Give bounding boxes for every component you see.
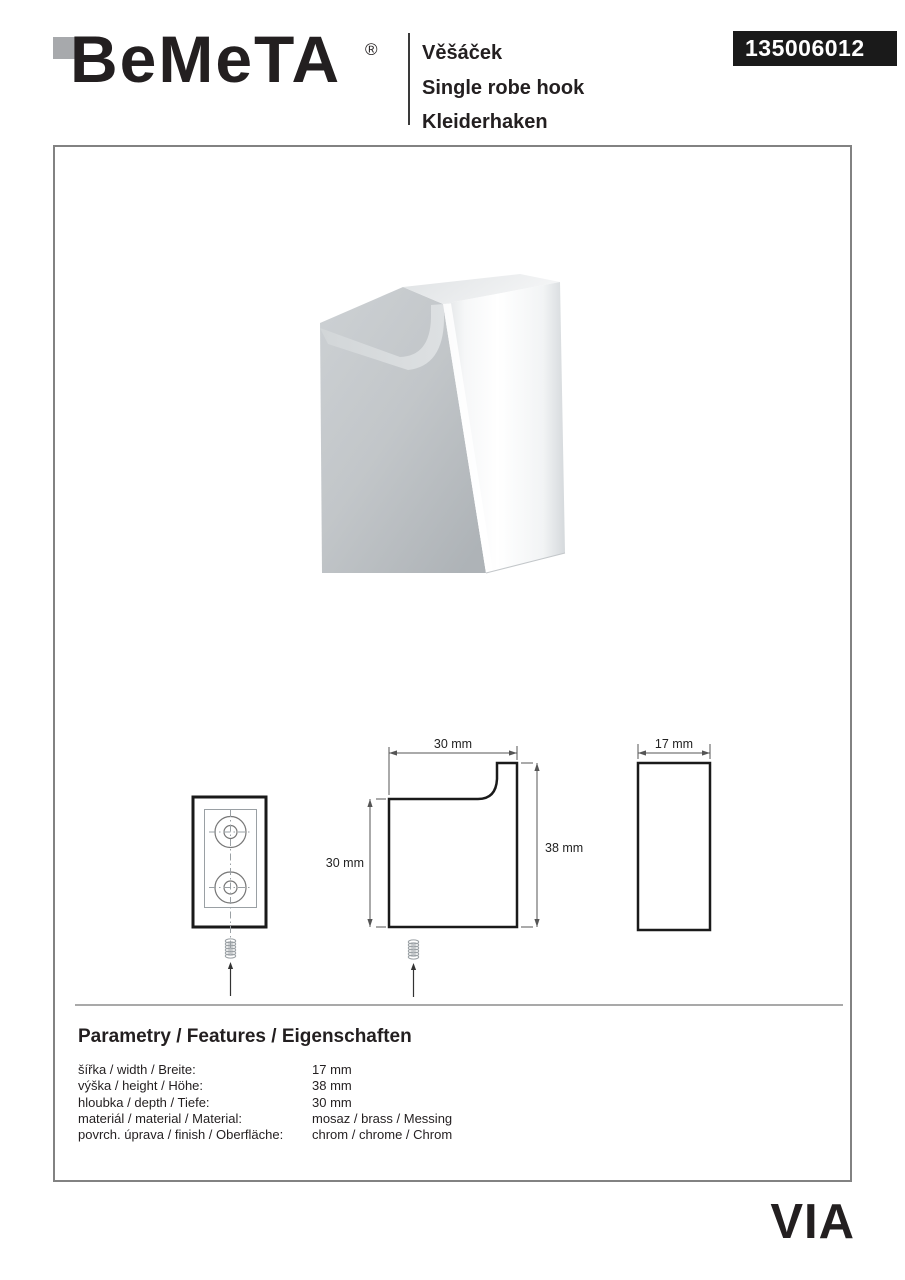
parameters-divider	[75, 1004, 843, 1006]
parameter-label: šířka / width / Breite:	[78, 1062, 196, 1077]
screw-spring-icon	[225, 939, 235, 958]
mounting-direction-arrow	[411, 963, 416, 997]
parameter-value: 38 mm	[312, 1078, 352, 1094]
side-view-drawing	[638, 737, 710, 930]
parameter-row	[78, 1078, 452, 1094]
header-divider	[408, 33, 410, 125]
profile-view-drawing	[326, 737, 583, 997]
parameter-value: 30 mm	[312, 1094, 352, 1110]
parameter-row	[78, 1127, 452, 1143]
technical-drawings	[70, 720, 850, 1010]
mounting-direction-arrow	[228, 962, 233, 996]
parameter-label: povrch. úprava / finish / Oberfläche:	[78, 1127, 284, 1143]
parameter-value: chrom / chrome / Chrom	[312, 1127, 453, 1143]
parameters-table	[78, 1062, 452, 1143]
parameter-label: výška / height / Höhe:	[78, 1078, 204, 1094]
product-name-de: Kleiderhaken	[422, 111, 548, 133]
robe-hook-render	[320, 274, 565, 573]
parameter-row	[78, 1111, 452, 1127]
parameter-row	[78, 1095, 452, 1111]
series-name: VIA	[770, 1195, 855, 1249]
product-name-en: Single robe hook	[422, 76, 585, 99]
dimension-label-body-height: 30 mm	[325, 856, 364, 870]
product-name-cs: Věšáček	[422, 42, 503, 64]
parameter-value: mosaz / brass / Messing	[312, 1110, 453, 1126]
registered-trademark-icon: ®	[365, 40, 378, 59]
parameter-row	[78, 1062, 452, 1078]
dimension-label-width: 17 mm	[654, 737, 694, 751]
screw-spring-icon	[408, 940, 418, 959]
product-code-badge: 135006012	[733, 31, 897, 66]
parameter-label: hloubka / depth / Tiefe:	[78, 1094, 210, 1110]
parameters-heading: Parametry / Features / Eigenschaften	[78, 1026, 412, 1047]
parameter-label: materiál / material / Material:	[78, 1110, 242, 1126]
front-view-drawing	[193, 797, 266, 996]
dimension-label-depth: 30 mm	[433, 737, 473, 751]
product-names	[422, 36, 584, 140]
parameter-value: 17 mm	[312, 1062, 352, 1077]
dimension-label-total-height: 38 mm	[545, 841, 584, 855]
brand-logo-text: BeMeTA	[70, 22, 342, 96]
product-photo	[280, 260, 630, 600]
